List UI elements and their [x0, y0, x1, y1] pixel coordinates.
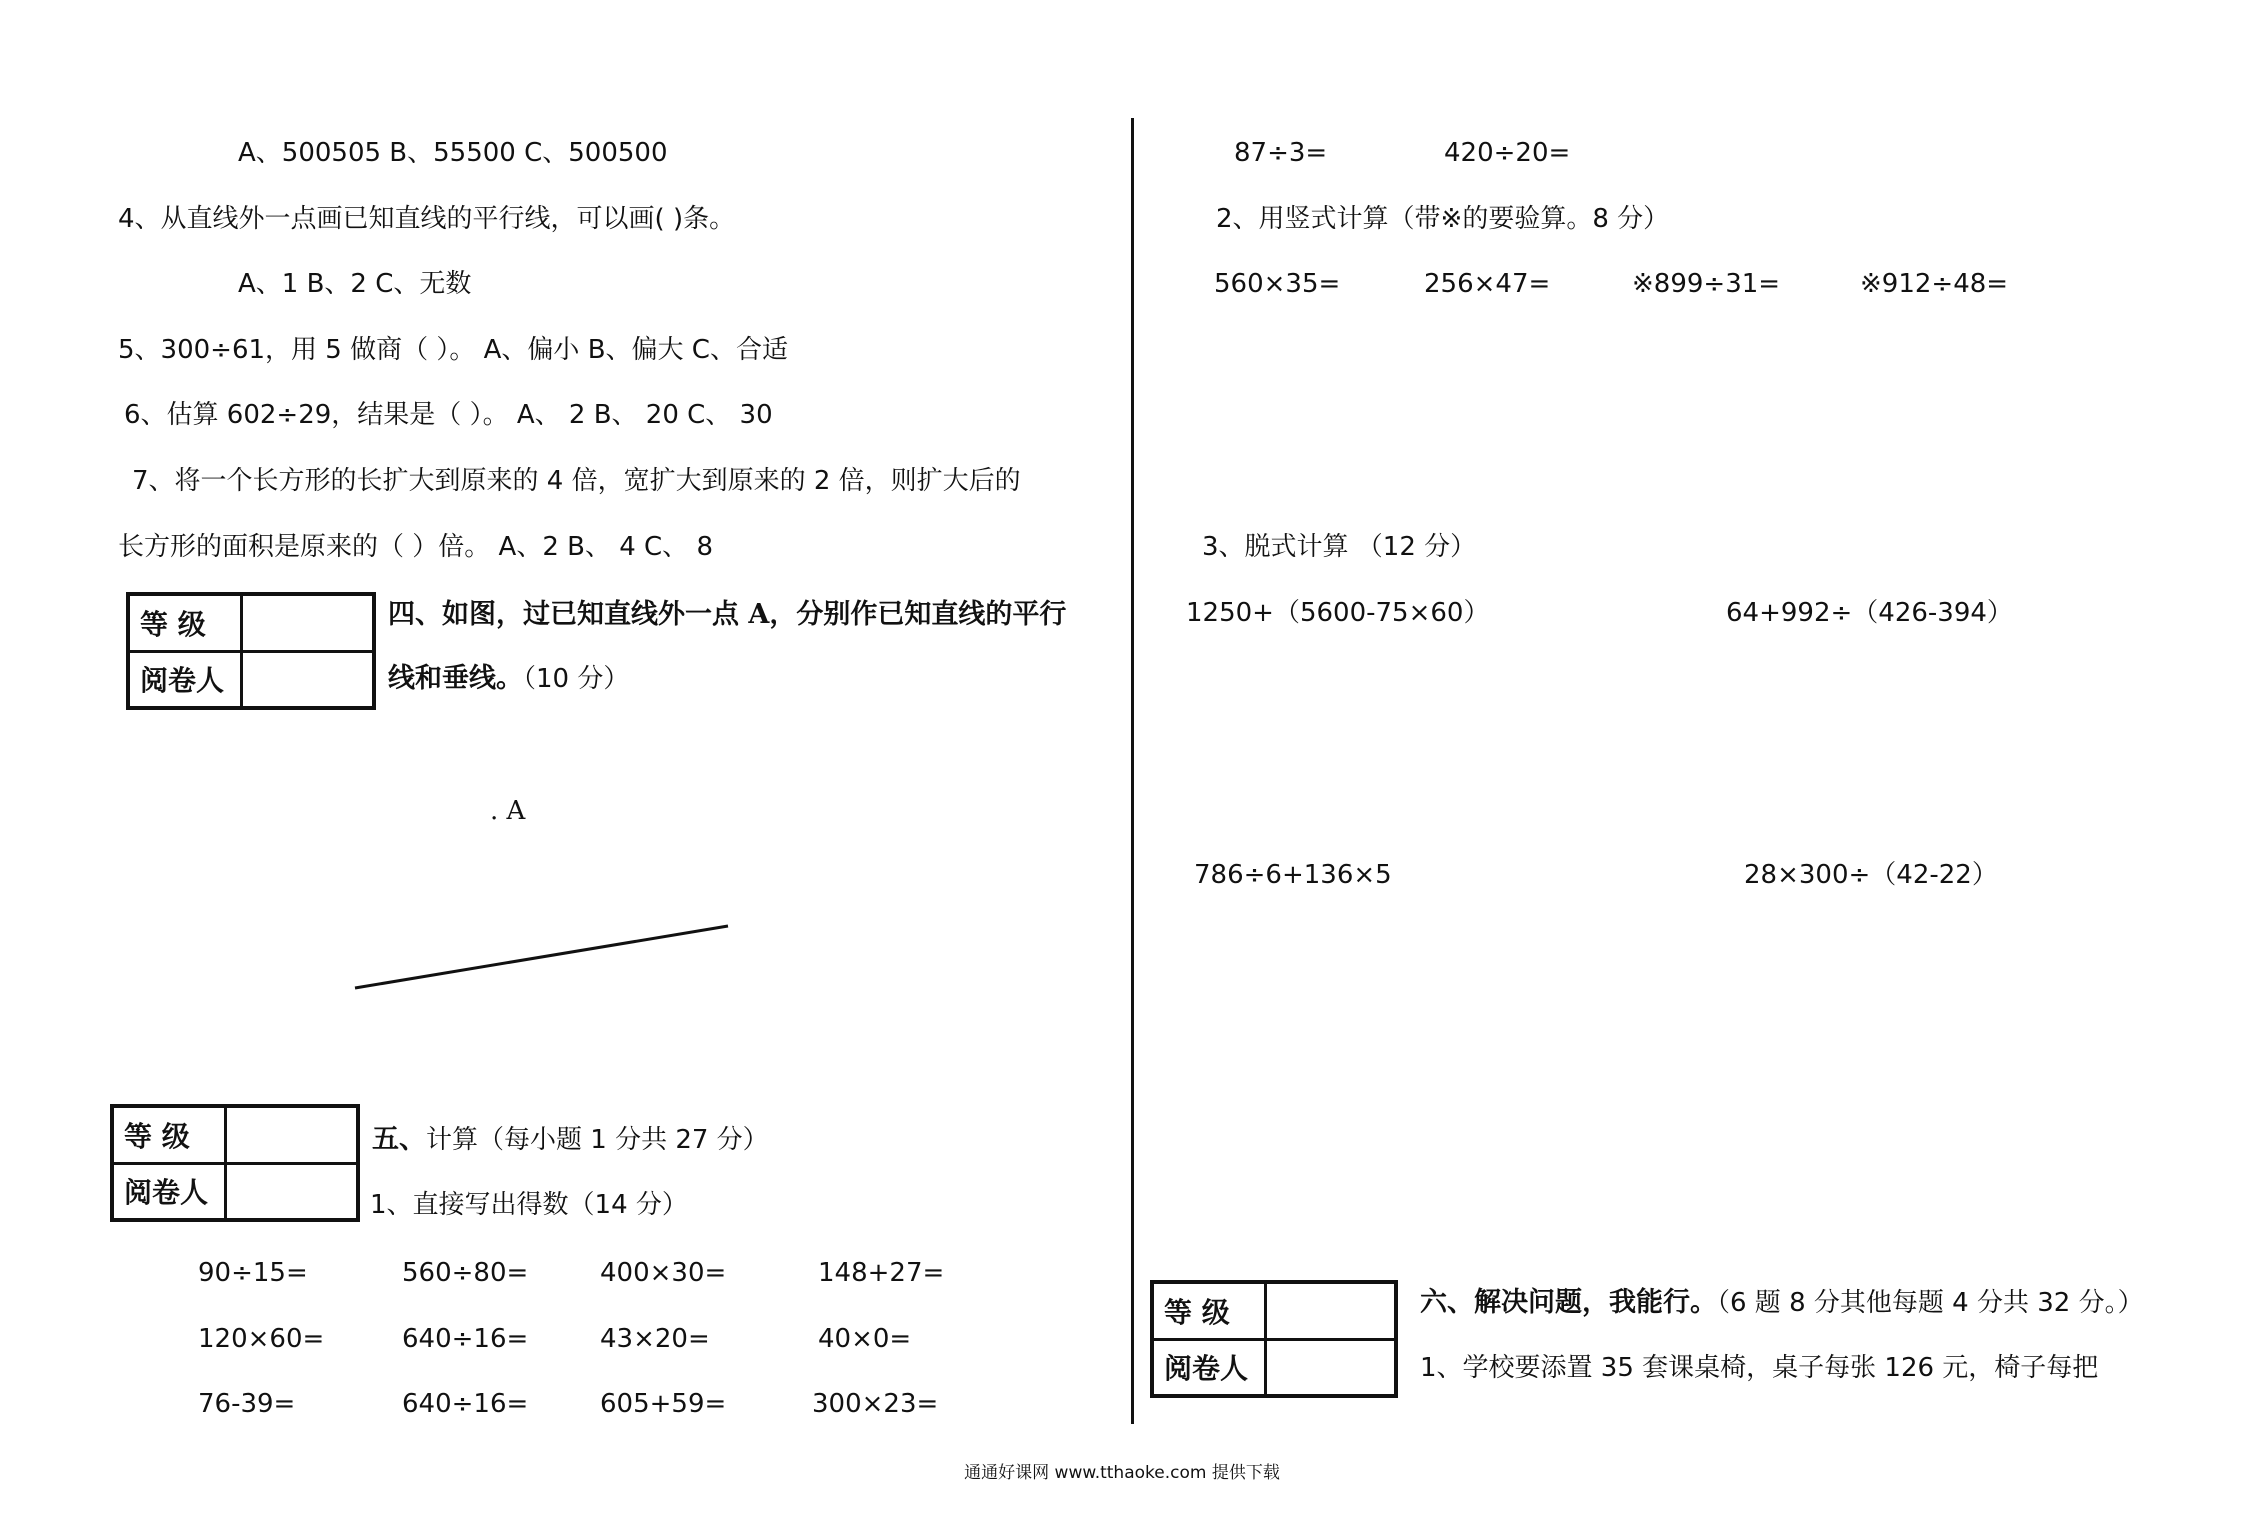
- mental-math-item: 76-39=: [198, 1389, 296, 1419]
- section-4-points: （10 分）: [523, 664, 630, 694]
- reviewer-label: 阅卷人: [1152, 1339, 1266, 1396]
- calc-item: 87÷3=: [1234, 138, 1328, 168]
- vertical-calc-title: 2、用竖式计算（带※的要验算。8 分）: [1216, 204, 1670, 234]
- q4-options: A、1 B、2 C、无数: [238, 269, 472, 299]
- section-4-title: 四、如图，过已知直线外一点 A，分别作已知直线的平行: [388, 599, 1067, 630]
- reviewer-label: 阅卷人: [128, 651, 242, 708]
- mental-math-item: 560÷80=: [402, 1258, 529, 1288]
- reviewer-field[interactable]: [226, 1163, 359, 1220]
- question-5: 5、300÷61，用 5 做商（ ）。 A、偏小 B、偏大 C、合适: [118, 335, 788, 365]
- stepwise-calc-title: 3、脱式计算 （12 分）: [1202, 532, 1477, 562]
- grade-field[interactable]: [226, 1106, 359, 1163]
- stepwise-calc-item: 786÷6+136×5: [1194, 860, 1392, 890]
- vertical-calc-item: 560×35=: [1214, 269, 1341, 299]
- mental-math-item: 40×0=: [818, 1324, 912, 1354]
- mental-math-item: 300×23=: [812, 1389, 939, 1419]
- mental-math-item: 120×60=: [198, 1324, 325, 1354]
- mental-math-item: 148+27=: [818, 1258, 945, 1288]
- grade-label: 等 级: [1152, 1282, 1266, 1339]
- grade-field[interactable]: [1266, 1282, 1397, 1339]
- section-5-sub1: 1、直接写出得数（14 分）: [370, 1190, 688, 1220]
- section-6-question-1: 1、学校要添置 35 套课桌椅，桌子每张 126 元，椅子每把: [1420, 1353, 2099, 1383]
- vertical-calc-item: ※912÷48=: [1860, 269, 2009, 299]
- stepwise-calc-item: 28×300÷（42-22）: [1744, 860, 1998, 890]
- grade-box-section6: [1150, 1280, 1398, 1398]
- reviewer-field[interactable]: [1266, 1339, 1397, 1396]
- question-6: 6、估算 602÷29，结果是（ ）。 A、 2 B、 20 C、 30: [124, 400, 773, 430]
- mental-math-item: 400×30=: [600, 1258, 727, 1288]
- section-5-text: 计算（每小题 1 分共 27 分）: [426, 1125, 769, 1155]
- given-line: [355, 926, 728, 988]
- mental-math-item: 43×20=: [600, 1324, 710, 1354]
- calc-item: 420÷20=: [1444, 138, 1571, 168]
- section-6-title: [1420, 1289, 2144, 1316]
- point-a-label: . A: [490, 796, 526, 826]
- q3-options: A、500505 B、55500 C、500500: [238, 138, 668, 168]
- vertical-calc-item: 256×47=: [1424, 269, 1551, 299]
- stepwise-calc-item: 64+992÷（426-394）: [1726, 598, 2013, 628]
- mental-math-item: 90÷15=: [198, 1258, 308, 1288]
- section-6-heading: 六、解决问题，我能行。: [1420, 1287, 1717, 1318]
- grade-label: 等 级: [112, 1106, 226, 1163]
- mental-math-item: 640÷16=: [402, 1324, 529, 1354]
- footer-credit: 通通好课网 www.tthaoke.com 提供下载: [964, 1463, 1280, 1483]
- section-5-number: 五、: [372, 1124, 426, 1155]
- column-divider: [1131, 118, 1134, 1424]
- section-5-title: [372, 1126, 769, 1153]
- section-4-title-cont: 线和垂线。: [388, 663, 523, 694]
- grade-label: 等 级: [128, 594, 242, 651]
- question-4: 4、从直线外一点画已知直线的平行线，可以画( )条。: [118, 204, 736, 234]
- question-7-line1: 7、将一个长方形的长扩大到原来的 4 倍，宽扩大到原来的 2 倍，则扩大后的: [132, 466, 1021, 496]
- stepwise-calc-item: 1250+（5600-75×60）: [1186, 598, 1490, 628]
- mental-math-item: 605+59=: [600, 1389, 727, 1419]
- grade-box-section5: [110, 1104, 360, 1222]
- question-7-line2: 长方形的面积是原来的（ ）倍。 A、2 B、 4 C、 8: [118, 532, 713, 562]
- vertical-calc-item: ※899÷31=: [1632, 269, 1781, 299]
- section-6-points: （6 题 8 分其他每题 4 分共 32 分。）: [1717, 1288, 2144, 1318]
- reviewer-label: 阅卷人: [112, 1163, 226, 1220]
- mental-math-item: 640÷16=: [402, 1389, 529, 1419]
